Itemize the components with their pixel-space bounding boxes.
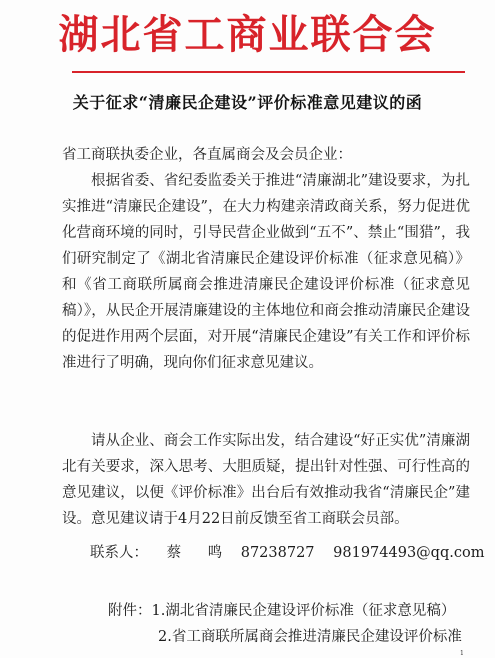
document-title: 关于征求“清廉民企建设”评价标准意见建议的函 (72, 93, 423, 112)
paragraph-text: 根据省委、省纪委监委关于推进“清廉湖北”建设要求，为扎实推进“清廉民企建设”，在大力构建亲清政商关系，努力促进优化营商环境的同时，引导民营企业做到“五不”、禁止“围猎”，我们研究制定了《湖北省清廉民企建设评价标准（征求意见稿）》和《省工商联所属商会推进清廉民企建设评价标准（征求意见稿）》，从民企开展清廉建设的主体地位和商会推动清廉民企建设的促进作用两个层面，对开展“清廉民企建设”有关工作和评价标准进行了明确，现向你们征求意见建议。 (62, 173, 470, 371)
letterhead-org-name: 湖北省工商业联合会 (58, 11, 437, 58)
attachment-item: 1.湖北省清廉民企建设评价标准（征求意见稿） (151, 603, 456, 619)
page-number: 1 (460, 650, 464, 657)
paragraph-text: 请从企业、商会工作实际出发，结合建设“好正实优”清廉湖北有关要求，深入思考、大胆质疑，提出针对性强、可行性高的意见建议，以便《评价标准》出台后有效推动我省“清廉民企”建设。意见建议请于4月22日前反馈至省工商联会员部。 (62, 433, 470, 527)
attachments-label: 附件： (108, 603, 152, 619)
body-paragraph-2 (62, 428, 470, 532)
contact-line (90, 542, 495, 564)
contact-name: 蔡 鸣 (166, 545, 229, 561)
attachments-block (108, 598, 462, 650)
attachment-row-2 (108, 624, 462, 650)
letterhead-red-rule (72, 71, 465, 73)
contact-email: 981974493@qq.com (333, 545, 485, 561)
attachment-row-1 (108, 598, 462, 624)
body-paragraph-1 (62, 168, 470, 376)
contact-label: 联系人： (90, 545, 148, 561)
salutation: 省工商联执委企业，各直属商会及会员企业： (62, 147, 352, 163)
contact-phone: 87238727 (240, 545, 315, 561)
attachment-item: 2.省工商联所属商会推进清廉民企建设评价标准 (158, 629, 462, 645)
